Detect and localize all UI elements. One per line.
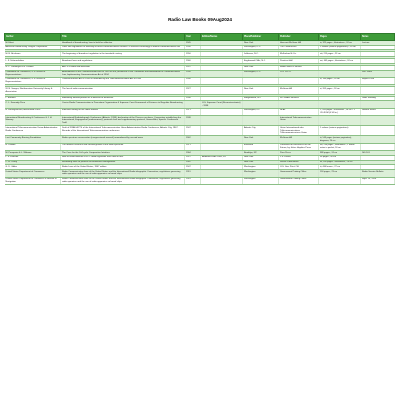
cell-year: 1914 (185, 177, 201, 184)
table-row (5, 116, 395, 126)
cell-year: 1972 (185, 155, 201, 160)
cell-title: Amendments to the Communications Act of 1934 on the jurisdiction of the Committee and amendment to Communications Law, Implementing Communications Act of 1934 (61, 70, 185, 77)
table-row (5, 170, 395, 177)
cell-publisher: Seven Publications (279, 160, 319, 165)
cell-year: 1938 (185, 116, 201, 126)
cell-notes: Doc. 4883 (361, 70, 395, 77)
table-body (5, 41, 395, 185)
cell-publisher: Published for Resources for the Future, by Johns Hopkins Press (279, 143, 319, 150)
cell-title: ABC's of radio and television (61, 65, 185, 70)
table-row (5, 143, 395, 150)
cell-author: International Telecommunication Union Administrative Radio Conference (5, 126, 61, 136)
col-author-header: Author (5, 34, 61, 41)
cell-year: 1945 (185, 41, 201, 46)
col-publisher-header: Publisher (279, 34, 319, 41)
cell-edition (201, 108, 243, 115)
cell-place: Washington, D.C. (243, 70, 279, 77)
cell-title: Laws and regulations of federally licensed communications facilities: a selected chronology of federal communications law (61, 45, 185, 50)
cell-title: Reviewing laws on protocol for broadcast management (61, 160, 185, 165)
cell-edition (201, 143, 243, 150)
cell-author: R. Hennighausen, Associated Press (5, 108, 61, 115)
cell-author: Last Community Burning Foundation (5, 136, 61, 143)
cell-year: 1947 (185, 165, 201, 170)
cell-year: 1971 (185, 108, 201, 115)
cell-publisher: McGraw-Hill (279, 136, 319, 143)
cell-place: Atlantic City (243, 126, 279, 136)
cell-place: New York (243, 136, 279, 143)
cell-place: Washington (243, 177, 279, 184)
col-title-header: Title (61, 34, 185, 41)
col-notes-header: Notes (361, 34, 395, 41)
cell-publisher: Union Internationale des Télécommunications Télécommunicacions Union (279, 126, 319, 136)
cell-author: L. Emmett (5, 96, 61, 101)
cell-publisher: U.S. Gov. Print. Off. (279, 165, 319, 170)
cell-pages (319, 177, 361, 184)
cell-year: 1947 (185, 126, 201, 136)
cell-notes: Report 1996 (361, 77, 395, 84)
cell-notes (361, 126, 395, 136)
books-table (4, 33, 395, 185)
cell-title: The Metallic resource and second growth of the radio spectrum (61, 143, 185, 150)
cell-pages: xii, 390 pages : illustrations ; 24 cm (319, 160, 361, 165)
cell-publisher: Harcourt-McGraw Hill (279, 41, 319, 46)
table-row (5, 87, 395, 94)
cell-place: New York (243, 87, 279, 94)
table-row (5, 77, 395, 84)
cell-notes (361, 101, 395, 108)
cell-pages: 388 pages ; 24 cm (319, 151, 361, 156)
table-row (5, 108, 395, 115)
cell-notes: Radio Service Bulletin (361, 170, 395, 177)
cell-publisher: The Commission (279, 45, 319, 50)
cell-place: Brooklyn, NY (243, 151, 279, 156)
cell-notes: Sept. 15, 1914 (361, 177, 395, 184)
cell-pages: xiv, 246 pages ; illustrations ; 1 Indian notes in pocket; 24 cm (319, 143, 361, 150)
cell-pages: iii, 543 pages (various pagination) ; diagrams; 24 cm (319, 136, 361, 143)
cell-author: W. B. Sawyer, Northwestern University Library & Association (5, 87, 61, 94)
cell-publisher: Poor Press (279, 151, 319, 156)
cell-author: C. H. Carey (5, 160, 61, 165)
cell-pages: iii, 464 leaves ; 27 cm (319, 165, 361, 170)
cell-publisher: NPAc (279, 108, 319, 115)
cell-pages (319, 70, 361, 77)
col-year-header: Year (185, 34, 201, 41)
cell-author: M. Pesqueira & L. Wilmore (5, 151, 61, 156)
cell-publisher: Government Printing Office (279, 177, 319, 184)
cell-author: L. F. Schmeckebier (5, 59, 61, 64)
cell-title: Radio Communication laws of the United States and the International Radio telegraphic Convention, regulations governing radio operators and the use of radio apparatus on board ships (61, 177, 185, 184)
cell-place: Evanston (243, 143, 279, 150)
cell-author: R. Lowder (5, 143, 61, 150)
cell-place: New York (243, 41, 279, 46)
cell-edition (201, 87, 243, 94)
table-row (5, 70, 395, 77)
col-place-header: Place/Publisher (243, 34, 279, 41)
cell-title: Radio spectrum conservation (congressional manual) remembered by second wave (61, 136, 185, 143)
cell-year: 1919 (185, 170, 201, 177)
cell-place: New York (243, 155, 279, 160)
cell-year: 1956 (185, 45, 201, 50)
cell-year: 1960 (185, 59, 201, 64)
cell-place: Washington, DC (243, 108, 279, 115)
cell-title: The Case for the Cell cycle Cooperative Interface (61, 151, 185, 156)
table-row (5, 136, 395, 143)
cell-author: United States Department of Commerce (5, 170, 61, 177)
cell-title: International Radiotelegraph Conference (Atlantic, 1938): declaration of the Princess enclaves, Convention establishing the International, Engagement (endorsement), protocols final and supplementary protocol, General Act, Specific Conference Tariff (61, 116, 185, 126)
header-row (5, 34, 395, 41)
cell-pages: 1 volume (various paginations) ; 28 cm (319, 45, 361, 50)
cell-place: Englewood Cliffs, N.J. (243, 59, 279, 64)
cell-author: Committee on Commerce, U.S. House of Representatives (5, 77, 61, 84)
col-pages-header: Pages (319, 34, 361, 41)
cell-edition (201, 177, 243, 184)
cell-title: Radio Communication laws of the United States and the International Radio telegraphic Convention, regulations governing radio operators and the use of radio apparatus on board ships (61, 170, 185, 177)
cell-author: United States Department of Commerce & Bureau of Navigation (5, 177, 61, 184)
cell-author: International Broadcasting & Conference & J. H. Mooney (5, 116, 61, 126)
cell-place (243, 116, 279, 126)
cell-place: New York (243, 160, 279, 165)
cell-title: Radio Laws of the United States, 1947 edition (61, 165, 185, 170)
cell-year (185, 101, 201, 108)
table-row (5, 101, 395, 108)
cell-notes (361, 116, 395, 126)
cell-edition (201, 136, 243, 143)
cell-author: C. L. Kennedy-Pace (5, 101, 61, 108)
cell-place: Washington (243, 170, 279, 177)
cell-pages (319, 116, 361, 126)
table-row (5, 126, 395, 136)
cell-publisher: WV Radio Services (279, 96, 319, 101)
cell-place: Washington, D.C. (243, 45, 279, 50)
cell-place: Jefferson, N.C. (243, 52, 279, 57)
cell-year: 1962 (185, 136, 201, 143)
cell-publisher: Government Printing Office (279, 170, 319, 177)
col-edition-header: Edition/Series (201, 34, 243, 41)
cell-publisher: International Telecommunication Union (279, 116, 319, 126)
cell-pages (319, 101, 361, 108)
cell-edition: U.S. Supreme Court (Reconstructionist) - 1938 (202, 101, 241, 107)
cell-year: 1971 (185, 143, 201, 150)
cell-title: Interview stating on the radio stations (61, 108, 185, 115)
cell-notes (361, 87, 395, 94)
cell-title: Communications Act of 1934 as amended by the Telecommunications Act of 1996 (61, 77, 185, 84)
cell-publisher: Radio Sales & Service (279, 65, 319, 70)
cell-notes: Goes Farming (361, 96, 395, 101)
cell-title: Monitoring ionized plasma as a detector of Extinction (61, 96, 185, 101)
cell-title: The law of radio communication (61, 87, 185, 94)
cell-title: Broadcast laws and regulations (61, 59, 185, 64)
cell-publisher: U.S. G.P.O. (279, 70, 319, 77)
cell-publisher (279, 77, 319, 84)
cell-title: Carrier Radio Communication in Peacetime Organization & Supreme Court Framework of Fairness to Regulate Broadcasting (61, 101, 185, 108)
table-row (5, 177, 395, 184)
cell-pages: viii, 215 pages ; 23 cm (319, 52, 361, 57)
cell-notes: Natural Series (361, 108, 395, 115)
cell-place: New York (243, 65, 279, 70)
cell-publisher (279, 101, 319, 108)
cell-edition (201, 126, 243, 136)
cell-author: Committee on Commerce, U.S. House of Representatives (5, 70, 61, 77)
cell-year: 1996 (185, 70, 201, 77)
cell-year: 1957 (185, 65, 201, 70)
cell-author: American Radio Relay League Corporation (5, 45, 61, 50)
cell-pages: ix, 325 pages ; illustrations ; 24 cm (319, 41, 361, 46)
cell-pages: 1, 328 pages : illustrations ; 28 cm + 1 CD-ROM (4 3/4 in.) (319, 108, 361, 115)
cell-year: 1936 (185, 96, 201, 101)
cell-publisher: Prentice-Hall (279, 59, 319, 64)
cell-pages: 98 pages ; 30 cm (319, 155, 361, 160)
cell-notes (361, 143, 395, 150)
cell-edition (201, 70, 243, 77)
cell-edition (201, 170, 243, 177)
cell-publisher: McGraw-Hill (279, 87, 319, 94)
cell-author: L. F. Knutson (5, 155, 61, 160)
cell-pages: vi, 180 pages ; 24 cm (319, 77, 361, 84)
cell-author: G. D. Gibbs (5, 165, 61, 170)
cell-place: Morgantown, WV (243, 96, 279, 101)
cell-author: M. Ekert (5, 41, 61, 46)
cell-author: G. L. Cartwright & H. Leiman (5, 65, 61, 70)
cell-place (243, 77, 279, 84)
cell-edition (201, 77, 243, 84)
cell-pages: xvi, 445 pages ; illustrations ; 24 cm (319, 59, 361, 64)
cell-year: 1984 (185, 151, 201, 156)
cell-title: How to avoid lawsuits of FCC radio regulation rules and access (61, 155, 185, 160)
page-title: Radio Law Books 09Aug2024 (168, 17, 232, 22)
cell-year: 1962 (185, 160, 201, 165)
cell-year: 1996 (185, 77, 201, 84)
cell-place: Washington (243, 165, 279, 170)
cell-year: 1950 (185, 52, 201, 57)
cell-pages: 134 pages ; 23 cm (319, 170, 361, 177)
cell-title: Draft of FINAL ACTS of the International Telecommunication Union Administrative Radio Conference, Atlantic City, 1947: Records of the International Telecommunication conference (61, 126, 185, 136)
cell-publisher: McFarland & Co. (279, 52, 319, 57)
cell-edition: Ardmore/Lindo 1984, NY (201, 155, 243, 160)
cell-author: M. B. Brickman (5, 52, 61, 57)
cell-pages: 1 volume (various paginations) (319, 126, 361, 136)
cell-title: The beginning of broadcast regulation in the twentieth century (61, 52, 185, 57)
cell-notes: Lecture (361, 41, 395, 46)
cell-place (243, 101, 279, 108)
cell-title: Handbook of broadcasting: how to build an effective (61, 41, 185, 46)
cell-pages: xi, 205 pages ; 24 cm (319, 87, 361, 94)
cell-edition (201, 116, 243, 126)
cell-publisher: L.F. Pound (279, 155, 319, 160)
cell-notes: ISS 161 (361, 151, 395, 156)
cell-year: 1927 (185, 87, 201, 94)
cell-notes (361, 136, 395, 143)
